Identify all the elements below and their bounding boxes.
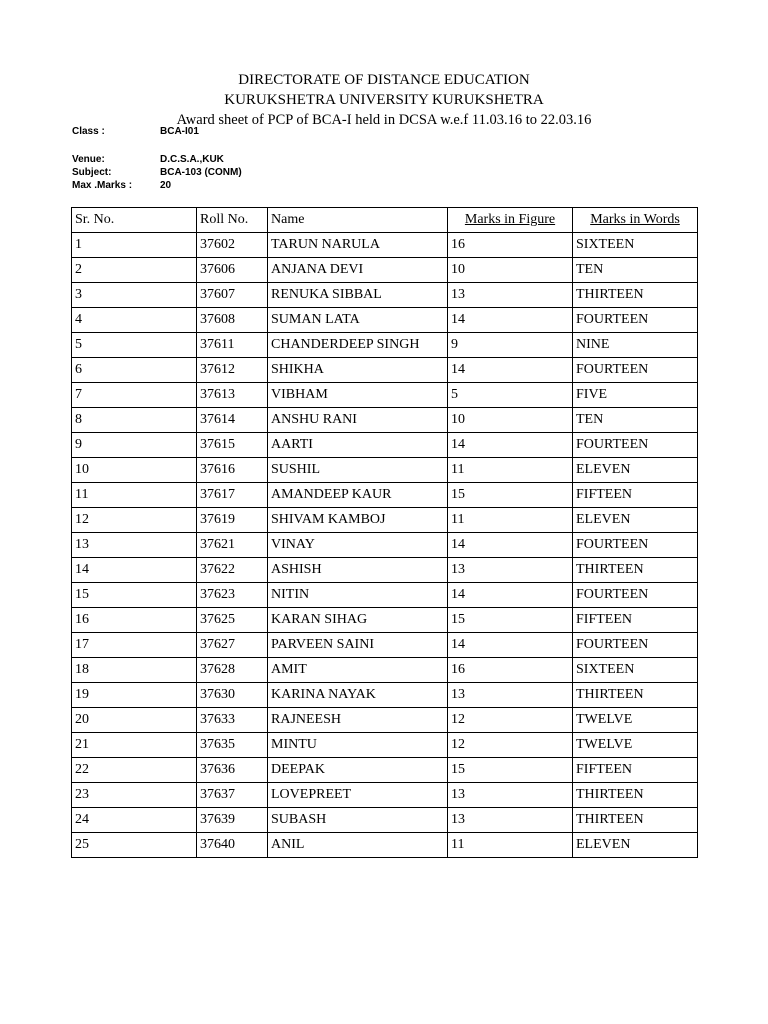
table-row [72, 308, 698, 333]
cell-name: AMIT [268, 658, 448, 683]
cell-roll-no: 37630 [197, 683, 268, 708]
table-row [72, 658, 698, 683]
subject-label: Subject: [72, 167, 112, 178]
award-sheet-title: Award sheet of PCP of BCA-I held in DCSA w.e.f 11.03.16 to 22.03.16 [176, 112, 592, 128]
cell-name: DEEPAK [268, 758, 448, 783]
cell-sr-no: 25 [72, 833, 197, 858]
cell-roll-no: 37616 [197, 458, 268, 483]
cell-marks-words: SIXTEEN [573, 233, 698, 258]
cell-roll-no: 37611 [197, 333, 268, 358]
cell-marks-figure: 11 [448, 458, 573, 483]
cell-marks-words: THIRTEEN [573, 783, 698, 808]
cell-marks-words: TWELVE [573, 733, 698, 758]
cell-marks-words: NINE [573, 333, 698, 358]
university-title: KURUKSHETRA UNIVERSITY KURUKSHETRA [224, 92, 544, 108]
venue-value: D.C.S.A.,KUK [160, 154, 224, 165]
cell-sr-no: 5 [72, 333, 197, 358]
table-row [72, 358, 698, 383]
cell-name: AARTI [268, 433, 448, 458]
cell-name: SUBASH [268, 808, 448, 833]
cell-sr-no: 22 [72, 758, 197, 783]
cell-roll-no: 37615 [197, 433, 268, 458]
cell-sr-no: 21 [72, 733, 197, 758]
cell-roll-no: 37627 [197, 633, 268, 658]
header-marks-figure [448, 208, 573, 233]
cell-sr-no: 4 [72, 308, 197, 333]
cell-roll-no: 37612 [197, 358, 268, 383]
cell-name: CHANDERDEEP SINGH [268, 333, 448, 358]
cell-sr-no: 15 [72, 583, 197, 608]
table-row [72, 233, 698, 258]
cell-marks-figure: 13 [448, 683, 573, 708]
cell-roll-no: 37602 [197, 233, 268, 258]
cell-name: ASHISH [268, 558, 448, 583]
cell-name: AMANDEEP KAUR [268, 483, 448, 508]
table-row [72, 808, 698, 833]
cell-sr-no: 8 [72, 408, 197, 433]
table-row [72, 283, 698, 308]
directorate-title: DIRECTORATE OF DISTANCE EDUCATION [238, 72, 530, 88]
cell-marks-figure: 14 [448, 433, 573, 458]
cell-name: KARINA NAYAK [268, 683, 448, 708]
cell-marks-figure: 14 [448, 308, 573, 333]
header-marks-words-text: Marks in Words [590, 212, 680, 227]
cell-roll-no: 37617 [197, 483, 268, 508]
cell-name: RENUKA SIBBAL [268, 283, 448, 308]
subject-value: BCA-103 (CONM) [160, 167, 242, 178]
cell-roll-no: 37607 [197, 283, 268, 308]
cell-marks-figure: 14 [448, 358, 573, 383]
cell-marks-words: FIFTEEN [573, 608, 698, 633]
cell-marks-figure: 11 [448, 508, 573, 533]
cell-name: ANIL [268, 833, 448, 858]
table-row [72, 433, 698, 458]
cell-marks-figure: 14 [448, 533, 573, 558]
document-header [0, 70, 768, 130]
cell-sr-no: 17 [72, 633, 197, 658]
cell-marks-words: FOURTEEN [573, 633, 698, 658]
cell-name: PARVEEN SAINI [268, 633, 448, 658]
header-marks-words [573, 208, 698, 233]
table-body [72, 233, 698, 858]
class-label: Class : [72, 126, 105, 137]
table-row [72, 533, 698, 558]
cell-roll-no: 37608 [197, 308, 268, 333]
header-name: Name [268, 208, 448, 233]
cell-sr-no: 16 [72, 608, 197, 633]
cell-marks-words: SIXTEEN [573, 658, 698, 683]
cell-sr-no: 13 [72, 533, 197, 558]
cell-marks-figure: 14 [448, 633, 573, 658]
cell-marks-figure: 9 [448, 333, 573, 358]
cell-marks-words: ELEVEN [573, 508, 698, 533]
cell-marks-words: TEN [573, 258, 698, 283]
cell-name: KARAN SIHAG [268, 608, 448, 633]
class-value: BCA-I01 [160, 126, 199, 137]
table-row [72, 558, 698, 583]
table-row [72, 333, 698, 358]
cell-sr-no: 3 [72, 283, 197, 308]
cell-marks-words: FIVE [573, 383, 698, 408]
cell-marks-figure: 13 [448, 283, 573, 308]
cell-name: SUMAN LATA [268, 308, 448, 333]
max-marks-value: 20 [160, 180, 172, 191]
cell-name: ANJANA DEVI [268, 258, 448, 283]
cell-marks-figure: 13 [448, 558, 573, 583]
cell-sr-no: 10 [72, 458, 197, 483]
table-row [72, 408, 698, 433]
cell-sr-no: 11 [72, 483, 197, 508]
header-sr-no: Sr. No. [72, 208, 197, 233]
cell-marks-words: TEN [573, 408, 698, 433]
cell-sr-no: 23 [72, 783, 197, 808]
cell-marks-words: ELEVEN [573, 833, 698, 858]
cell-marks-figure: 16 [448, 658, 573, 683]
cell-marks-words: FOURTEEN [573, 358, 698, 383]
cell-name: TARUN NARULA [268, 233, 448, 258]
cell-name: LOVEPREET [268, 783, 448, 808]
cell-marks-figure: 5 [448, 383, 573, 408]
cell-roll-no: 37625 [197, 608, 268, 633]
cell-sr-no: 18 [72, 658, 197, 683]
table-row [72, 683, 698, 708]
cell-roll-no: 37622 [197, 558, 268, 583]
cell-name: SUSHIL [268, 458, 448, 483]
cell-roll-no: 37640 [197, 833, 268, 858]
table-row [72, 383, 698, 408]
cell-sr-no: 20 [72, 708, 197, 733]
cell-roll-no: 37635 [197, 733, 268, 758]
cell-name: VIBHAM [268, 383, 448, 408]
cell-marks-figure: 15 [448, 483, 573, 508]
table-row [72, 733, 698, 758]
table-row [72, 508, 698, 533]
cell-marks-figure: 10 [448, 408, 573, 433]
cell-marks-words: THIRTEEN [573, 808, 698, 833]
cell-marks-figure: 16 [448, 233, 573, 258]
max-marks-label: Max .Marks : [72, 180, 133, 191]
cell-marks-figure: 12 [448, 708, 573, 733]
cell-marks-figure: 14 [448, 583, 573, 608]
cell-roll-no: 37633 [197, 708, 268, 733]
cell-marks-words: FOURTEEN [573, 308, 698, 333]
table-row [72, 708, 698, 733]
award-table [71, 207, 698, 858]
cell-sr-no: 24 [72, 808, 197, 833]
cell-marks-figure: 15 [448, 608, 573, 633]
cell-roll-no: 37613 [197, 383, 268, 408]
cell-marks-words: FIFTEEN [573, 483, 698, 508]
cell-sr-no: 7 [72, 383, 197, 408]
cell-roll-no: 37639 [197, 808, 268, 833]
table-row [72, 783, 698, 808]
cell-name: VINAY [268, 533, 448, 558]
cell-sr-no: 2 [72, 258, 197, 283]
table-header-row [72, 208, 698, 233]
table-row [72, 583, 698, 608]
cell-marks-words: THIRTEEN [573, 558, 698, 583]
table-row [72, 633, 698, 658]
table-row [72, 483, 698, 508]
table-row [72, 758, 698, 783]
cell-marks-words: THIRTEEN [573, 283, 698, 308]
cell-name: SHIKHA [268, 358, 448, 383]
cell-roll-no: 37606 [197, 258, 268, 283]
cell-name: NITIN [268, 583, 448, 608]
cell-name: ANSHU RANI [268, 408, 448, 433]
cell-sr-no: 12 [72, 508, 197, 533]
cell-roll-no: 37614 [197, 408, 268, 433]
cell-marks-words: TWELVE [573, 708, 698, 733]
cell-marks-words: FIFTEEN [573, 758, 698, 783]
cell-marks-words: ELEVEN [573, 458, 698, 483]
cell-sr-no: 9 [72, 433, 197, 458]
venue-label: Venue: [72, 154, 105, 165]
header-roll-no: Roll No. [197, 208, 268, 233]
cell-marks-figure: 15 [448, 758, 573, 783]
cell-marks-words: FOURTEEN [573, 583, 698, 608]
cell-marks-figure: 10 [448, 258, 573, 283]
cell-sr-no: 1 [72, 233, 197, 258]
cell-marks-words: FOURTEEN [573, 433, 698, 458]
cell-roll-no: 37619 [197, 508, 268, 533]
cell-roll-no: 37637 [197, 783, 268, 808]
cell-sr-no: 6 [72, 358, 197, 383]
cell-marks-words: THIRTEEN [573, 683, 698, 708]
cell-roll-no: 37623 [197, 583, 268, 608]
cell-marks-figure: 12 [448, 733, 573, 758]
cell-marks-figure: 13 [448, 808, 573, 833]
table-row [72, 608, 698, 633]
cell-roll-no: 37628 [197, 658, 268, 683]
cell-roll-no: 37636 [197, 758, 268, 783]
cell-marks-words: FOURTEEN [573, 533, 698, 558]
header-marks-figure-text: Marks in Figure [464, 212, 556, 227]
cell-roll-no: 37621 [197, 533, 268, 558]
cell-marks-figure: 11 [448, 833, 573, 858]
cell-name: MINTU [268, 733, 448, 758]
cell-name: RAJNEESH [268, 708, 448, 733]
table-row [72, 258, 698, 283]
cell-marks-figure: 13 [448, 783, 573, 808]
cell-sr-no: 19 [72, 683, 197, 708]
table-row [72, 458, 698, 483]
cell-sr-no: 14 [72, 558, 197, 583]
cell-name: SHIVAM KAMBOJ [268, 508, 448, 533]
table-row [72, 833, 698, 858]
